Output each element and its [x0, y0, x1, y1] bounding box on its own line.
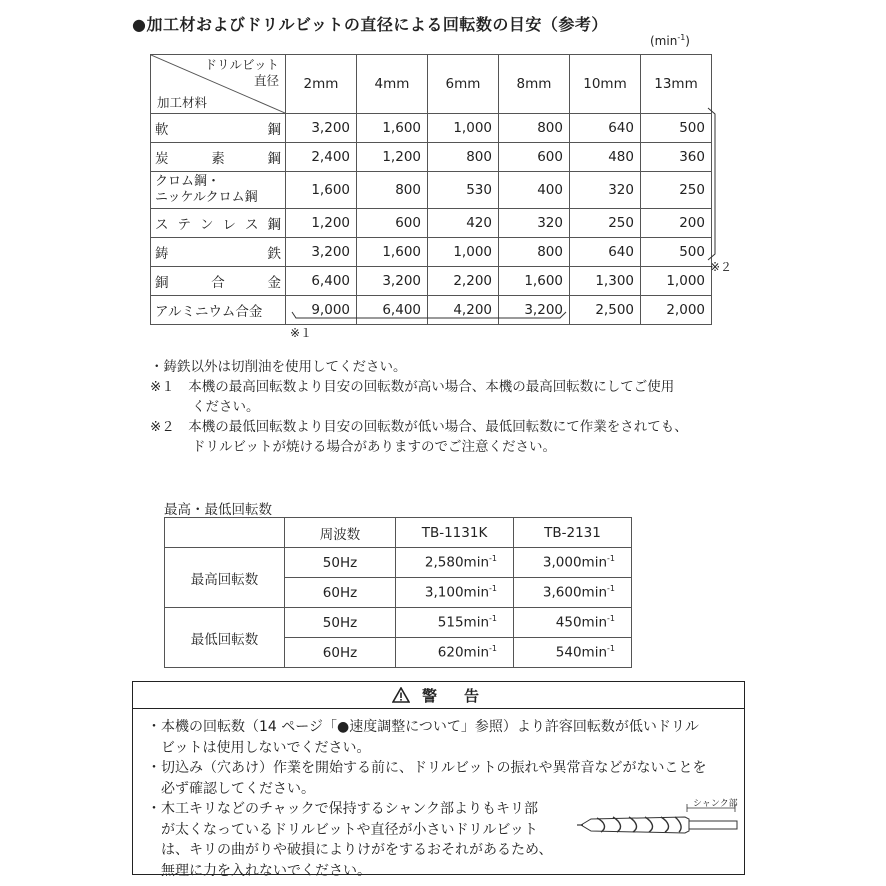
- rpm-table-title: 最高・最低回転数: [164, 502, 272, 518]
- value-cell: 4,200: [428, 296, 499, 325]
- value-cell: 1,600: [357, 114, 428, 143]
- page-title: ●加工材およびドリルビットの直径による回転数の目安（参考）: [132, 15, 608, 34]
- freq-cell: 50Hz: [285, 548, 396, 578]
- value-cell: 800: [499, 238, 570, 267]
- warning-line: ・本機の回転数（14 ページ「●速度調整について」参照）より許容回転数が低いドリル: [147, 719, 699, 735]
- footnote-mark-2: ※２: [710, 260, 733, 274]
- freq-cell: 60Hz: [285, 578, 396, 608]
- warning-line: 必ず確認してください。: [161, 780, 315, 797]
- value-cell: 2,200: [428, 267, 499, 296]
- warning-line: 無理に力を入れないでください。: [161, 862, 371, 879]
- value-cell: 1,200: [357, 143, 428, 172]
- value-cell: 640: [570, 238, 641, 267]
- note-line: ください。: [192, 399, 260, 415]
- value-cell: 1,200: [286, 209, 357, 238]
- value-cell: 480: [570, 143, 641, 172]
- value-cell: $3,100\min^{-1}$: [396, 578, 514, 608]
- value-cell: $450\min^{-1}$: [514, 608, 632, 638]
- value-cell: 1,600: [286, 172, 357, 209]
- value-cell: 1,000: [428, 238, 499, 267]
- note-line: ドリルビットが焼ける場合がありますのでご注意ください。: [192, 439, 556, 455]
- value-cell: 400: [499, 172, 570, 209]
- warning-header: [133, 682, 744, 709]
- note-line: ※２ 本機の最低回転数より目安の回転数が低い場合、最低回転数にて作業をされても、: [150, 419, 688, 435]
- header-cell: 周波数: [285, 518, 396, 548]
- size-header: 13mm: [641, 55, 712, 114]
- size-header: 10mm: [570, 55, 641, 114]
- header-cell: TB-2131: [514, 518, 632, 548]
- value-cell: 250: [570, 209, 641, 238]
- value-cell: 600: [499, 143, 570, 172]
- value-cell: 800: [499, 114, 570, 143]
- freq-cell: 50Hz: [285, 608, 396, 638]
- value-cell: $540\min^{-1}$: [514, 638, 632, 668]
- warning-title: 警 告: [421, 686, 485, 705]
- value-cell: 360: [641, 143, 712, 172]
- value-cell: $620\min^{-1}$: [396, 638, 514, 668]
- shank-label: シャンク部: [693, 799, 738, 809]
- value-cell: 6,400: [357, 296, 428, 325]
- warning-box: [132, 681, 745, 879]
- note-line: ・鋳鉄以外は切削油を使用してください。: [150, 359, 407, 375]
- header-cell: TB-1131K: [396, 518, 514, 548]
- material-cell: クロム鋼・ ニッケルクロム鋼: [151, 172, 286, 209]
- material-cell: アルミニウム合金: [151, 296, 286, 325]
- corner-top-label: ドリルビット 直径: [204, 57, 279, 88]
- value-cell: 3,200: [357, 267, 428, 296]
- note-line: ※１ 本機の最高回転数より目安の回転数が高い場合、本機の最高回転数にしてご使用: [150, 379, 675, 395]
- unit-label: $(\min^{-1})$: [650, 33, 690, 48]
- footnote-mark-1: ※１: [290, 326, 313, 340]
- row-group-label: 最高回転数: [165, 548, 285, 608]
- value-cell: 2,500: [570, 296, 641, 325]
- value-cell: 6,400: [286, 267, 357, 296]
- value-cell: 9,000: [286, 296, 357, 325]
- warning-triangle-icon: [392, 687, 410, 703]
- value-cell: 1,600: [357, 238, 428, 267]
- value-cell: 1,000: [641, 267, 712, 296]
- value-cell: $515\min^{-1}$: [396, 608, 514, 638]
- value-cell: 1,600: [499, 267, 570, 296]
- freq-cell: 60Hz: [285, 638, 396, 668]
- value-cell: 640: [570, 114, 641, 143]
- size-header: 4mm: [357, 55, 428, 114]
- warning-line: が太くなっているドリルビットや直径が小さいドリルビット: [161, 821, 538, 838]
- table-row: [165, 608, 632, 638]
- value-cell: 3,200: [499, 296, 570, 325]
- value-cell: 320: [570, 172, 641, 209]
- material-cell: ス テ ン レ ス 鋼: [151, 209, 286, 238]
- corner-bottom-label: 加工材料: [157, 95, 208, 110]
- value-cell: 800: [357, 172, 428, 209]
- value-cell: 3,200: [286, 238, 357, 267]
- rpm-table: [164, 517, 632, 668]
- value-cell: 200: [641, 209, 712, 238]
- warning-line: ・木工キリなどのチャックで保持するシャンク部よりもキリ部: [147, 801, 539, 817]
- value-cell: 250: [641, 172, 712, 209]
- size-header: 2mm: [286, 55, 357, 114]
- warning-line: ビットは使用しないでください。: [161, 739, 371, 756]
- material-cell: 銅 合 金: [151, 267, 286, 296]
- value-cell: 2,400: [286, 143, 357, 172]
- value-cell: 1,300: [570, 267, 641, 296]
- warning-body: [133, 709, 744, 881]
- value-cell: $2,580\min^{-1}$: [396, 548, 514, 578]
- value-cell: 2,000: [641, 296, 712, 325]
- value-cell: 600: [357, 209, 428, 238]
- notes: [150, 357, 688, 457]
- value-cell: 530: [428, 172, 499, 209]
- value-cell: $3,600\min^{-1}$: [514, 578, 632, 608]
- value-cell: 420: [428, 209, 499, 238]
- value-cell: 500: [641, 238, 712, 267]
- drill-bit-illustration: [577, 800, 742, 844]
- value-cell: 1,000: [428, 114, 499, 143]
- material-cell: 軟 鋼: [151, 114, 286, 143]
- rpm-table-header: [165, 518, 632, 548]
- value-cell: 500: [641, 114, 712, 143]
- warning-line: は、キリの曲がりや破損によりけがをするおそれがあるため、: [161, 842, 553, 858]
- value-cell: 320: [499, 209, 570, 238]
- value-cell: $3,000\min^{-1}$: [514, 548, 632, 578]
- size-header: 8mm: [499, 55, 570, 114]
- material-cell: 鋳 鉄: [151, 238, 286, 267]
- value-cell: 800: [428, 143, 499, 172]
- size-header: 6mm: [428, 55, 499, 114]
- value-cell: 3,200: [286, 114, 357, 143]
- row-group-label: 最低回転数: [165, 608, 285, 668]
- material-cell: 炭 素 鋼: [151, 143, 286, 172]
- table-row: [165, 548, 632, 578]
- warning-line: ・切込み（穴あけ）作業を開始する前に、ドリルビットの振れや異常音などがないことを: [147, 760, 707, 776]
